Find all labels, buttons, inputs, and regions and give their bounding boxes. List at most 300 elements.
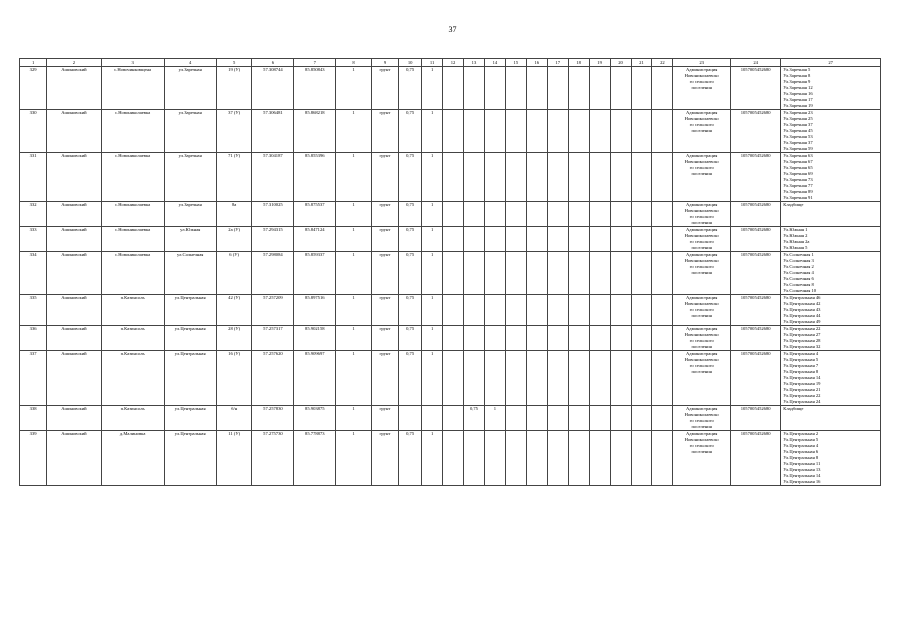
ogrn-cell: 1057005452680 — [730, 153, 780, 202]
empty-cell — [505, 227, 526, 252]
owner-cell-line: Администрация — [685, 227, 718, 232]
empty-cell — [631, 295, 652, 326]
owner-cell-line: поселения — [691, 171, 712, 176]
addresses-cell-line: Ул.Центральная 8 — [783, 369, 819, 374]
empty-cell — [589, 326, 610, 351]
empty-cell — [589, 252, 610, 295]
addresses-cell-line: Ул.Центральная 43 — [783, 307, 821, 312]
addresses-cell — [781, 351, 881, 406]
empty-cell — [547, 406, 568, 431]
owner-cell-line: Новониколаевско — [684, 258, 719, 263]
empty-cell — [568, 202, 589, 227]
street-cell: ул.Центральная — [164, 326, 216, 351]
longitude-cell: 85.868218 — [294, 110, 336, 153]
addresses-cell-line: Ул.Заречная 17 — [783, 97, 813, 102]
table-row — [20, 67, 881, 110]
district-cell: Ашиновский — [47, 110, 101, 153]
addresses-cell-line: Ул.Центральная 22 — [783, 393, 821, 398]
empty-cell — [568, 110, 589, 153]
longitude-cell: 85.909697 — [294, 351, 336, 406]
latitude-cell: 57.257620 — [252, 351, 294, 406]
owner-cell-line: Новониколаевско — [684, 116, 719, 121]
empty-cell — [443, 326, 464, 351]
row-number: 331 — [20, 153, 47, 202]
owner-cell-line: Новониколаевско — [684, 357, 719, 362]
area-cell: 0,75 — [399, 326, 422, 351]
addresses-cell-line: Ул.Заречная 16 — [783, 91, 813, 96]
ogrn-cell: 1057005452680 — [730, 406, 780, 431]
addresses-cell-line: Ул.Центральная 44 — [783, 313, 821, 318]
latitude-cell: 57.257830 — [252, 406, 294, 431]
empty-cell — [589, 295, 610, 326]
empty-cell — [610, 431, 631, 486]
table-row — [20, 110, 881, 153]
surface-cell: грунт — [371, 227, 398, 252]
area-cell: 0,75 — [399, 153, 422, 202]
table-row — [20, 252, 881, 295]
empty-cell — [526, 406, 547, 431]
empty-cell — [631, 202, 652, 227]
ogrn-cell: 1057005452680 — [730, 351, 780, 406]
owner-cell-line: го сельского — [689, 363, 714, 368]
count-cell: 1 — [336, 326, 372, 351]
table-row — [20, 351, 881, 406]
empty-cell — [610, 153, 631, 202]
empty-cell — [589, 227, 610, 252]
addresses-cell-line: Ул.Заречная 45 — [783, 128, 813, 133]
empty-cell — [505, 110, 526, 153]
count-cell: 1 — [336, 110, 372, 153]
table-row — [20, 295, 881, 326]
count-cell: 1 — [336, 67, 372, 110]
latitude-cell: 57.298084 — [252, 252, 294, 295]
empty-cell — [443, 227, 464, 252]
addresses-cell-line: Кладбище — [783, 202, 804, 207]
addresses-cell-line: Ул.Центральная 4 — [783, 351, 819, 356]
street-cell: ул.Заречная — [164, 110, 216, 153]
area-cell — [399, 406, 422, 431]
longitude-cell: 85.778873 — [294, 431, 336, 486]
empty-cell — [505, 67, 526, 110]
container-cell: 1 — [422, 67, 443, 110]
addresses-cell-line: Ул.Центральная 13 — [783, 467, 821, 472]
count-cell: 1 — [336, 295, 372, 326]
surface-cell: грунт — [371, 351, 398, 406]
surface-cell: грунт — [371, 326, 398, 351]
house-cell: 6 (У) — [216, 252, 252, 295]
owner-cell-line: го сельского — [689, 239, 714, 244]
empty-cell — [610, 227, 631, 252]
empty-cell — [610, 202, 631, 227]
addresses-cell-line: Ул.Центральная 6 — [783, 449, 819, 454]
column-header: 10 — [399, 59, 422, 67]
column-header: 21 — [631, 59, 652, 67]
empty-cell — [631, 227, 652, 252]
empty-cell — [631, 67, 652, 110]
empty-cell — [547, 351, 568, 406]
owner-cell — [673, 431, 731, 486]
surface-cell: грунт — [371, 295, 398, 326]
table-row — [20, 202, 881, 227]
empty-cell — [526, 202, 547, 227]
owner-cell-line: го сельского — [689, 443, 714, 448]
empty-cell — [610, 406, 631, 431]
addresses-cell-line: Ул.Центральная 46 — [783, 295, 821, 300]
empty-cell — [568, 326, 589, 351]
owner-cell-line: поселения — [691, 270, 712, 275]
addresses-cell-line: Ул.Центральная 7 — [783, 363, 819, 368]
column-header: 19 — [589, 59, 610, 67]
extra-area-cell — [464, 202, 485, 227]
street-cell: ул.Центральная — [164, 351, 216, 406]
owner-cell-line: Администрация — [685, 110, 718, 115]
owner-cell-line: Новониколаевско — [684, 233, 719, 238]
addresses-cell-line: Ул.Заречная 73 — [783, 177, 813, 182]
addresses-cell-line: Ул.Заречная 25 — [783, 116, 813, 121]
table-row — [20, 227, 881, 252]
column-header: 17 — [547, 59, 568, 67]
district-cell: Ашиновский — [47, 295, 101, 326]
street-cell: ул.Центральная — [164, 295, 216, 326]
empty-cell — [526, 110, 547, 153]
owner-cell-line: поселения — [691, 424, 712, 429]
latitude-cell: 57.310025 — [252, 202, 294, 227]
owner-cell — [673, 406, 731, 431]
addresses-cell-line: Ул.Заречная 23 — [783, 110, 813, 115]
empty-cell — [547, 110, 568, 153]
longitude-cell: 85.875537 — [294, 202, 336, 227]
addresses-cell — [781, 202, 881, 227]
addresses-cell-line: Ул.Заречная 8 — [783, 73, 811, 78]
empty-cell — [589, 351, 610, 406]
addresses-cell-line: Ул.Солнечная 6 — [783, 276, 814, 281]
addresses-cell — [781, 153, 881, 202]
column-header: 12 — [443, 59, 464, 67]
column-header: 15 — [505, 59, 526, 67]
owner-cell — [673, 67, 731, 110]
owner-cell-line: го сельского — [689, 338, 714, 343]
table-row — [20, 326, 881, 351]
owner-cell-line: го сельского — [689, 122, 714, 127]
street-cell: ул.Заречная — [164, 67, 216, 110]
addresses-cell-line: Ул.Южная 2 — [783, 233, 808, 238]
extra-area-cell — [464, 110, 485, 153]
empty-cell — [610, 252, 631, 295]
column-header: 20 — [610, 59, 631, 67]
addresses-cell-line: Ул.Заречная 19 — [783, 103, 813, 108]
addresses-cell — [781, 252, 881, 295]
empty-cell — [610, 351, 631, 406]
container-cell: 1 — [422, 351, 443, 406]
ogrn-cell: 1057005452680 — [730, 110, 780, 153]
house-cell: 28 (У) — [216, 326, 252, 351]
container-cell: 1 — [422, 431, 443, 486]
empty-cell — [652, 110, 673, 153]
empty-cell — [589, 406, 610, 431]
empty-cell — [610, 326, 631, 351]
empty-cell — [652, 431, 673, 486]
row-number: 338 — [20, 406, 47, 431]
empty-cell — [443, 110, 464, 153]
empty-cell — [526, 431, 547, 486]
ogrn-cell: 1057005452680 — [730, 295, 780, 326]
district-cell: Ашиновский — [47, 67, 101, 110]
street-cell: ул.Заречная — [164, 153, 216, 202]
empty-cell — [526, 295, 547, 326]
ogrn-cell: 1057005452680 — [730, 431, 780, 486]
settlement-cell: п.Казинсоль — [101, 326, 164, 351]
latitude-cell: 57.257209 — [252, 295, 294, 326]
empty-cell — [568, 431, 589, 486]
empty-cell — [652, 227, 673, 252]
column-header: 22 — [652, 59, 673, 67]
owner-cell-line: поселения — [691, 344, 712, 349]
addresses-cell-line: Ул.Центральная 8 — [783, 455, 819, 460]
extra-count-cell — [484, 351, 505, 406]
empty-cell — [631, 153, 652, 202]
district-cell: Ашиновский — [47, 326, 101, 351]
empty-cell — [443, 431, 464, 486]
owner-cell-line: Администрация — [685, 153, 718, 158]
latitude-cell: 57.257317 — [252, 326, 294, 351]
count-cell: 1 — [336, 351, 372, 406]
house-cell: 16 (У) — [216, 351, 252, 406]
settlement-cell: с.Новониколаевка — [101, 110, 164, 153]
empty-cell — [589, 431, 610, 486]
settlement-cell: п.Казинсоль — [101, 406, 164, 431]
count-cell: 1 — [336, 406, 372, 431]
empty-cell — [505, 431, 526, 486]
count-cell: 1 — [336, 202, 372, 227]
addresses-cell-line: Ул.Заречная 9 — [783, 79, 811, 84]
street-cell: ул.Солнечная — [164, 252, 216, 295]
empty-cell — [443, 295, 464, 326]
owner-cell-line: поселения — [691, 313, 712, 318]
owner-cell-line: го сельского — [689, 79, 714, 84]
empty-cell — [631, 406, 652, 431]
owner-cell-line: Администрация — [685, 252, 718, 257]
column-header: 5 — [216, 59, 252, 67]
table-row — [20, 406, 881, 431]
empty-cell — [443, 67, 464, 110]
latitude-cell: 57.275730 — [252, 431, 294, 486]
container-cell: 1 — [422, 227, 443, 252]
addresses-cell-line: Ул.Заречная 53 — [783, 134, 813, 139]
empty-cell — [589, 67, 610, 110]
container-cell: 1 — [422, 202, 443, 227]
extra-area-cell — [464, 153, 485, 202]
column-header: 9 — [371, 59, 398, 67]
addresses-cell-line: Ул.Заречная 77 — [783, 183, 813, 188]
owner-cell-line: поселения — [691, 245, 712, 250]
addresses-cell-line: Ул.Центральная 14 — [783, 375, 821, 380]
owner-cell-line: поселения — [691, 85, 712, 90]
settlement-cell: с.Новониколаевка — [101, 202, 164, 227]
empty-cell — [526, 326, 547, 351]
latitude-cell: 57.294315 — [252, 227, 294, 252]
addresses-cell — [781, 67, 881, 110]
table-body — [20, 67, 881, 486]
empty-cell — [652, 202, 673, 227]
empty-cell — [505, 153, 526, 202]
area-cell: 0,75 — [399, 110, 422, 153]
house-cell: 2а (У) — [216, 227, 252, 252]
addresses-cell — [781, 227, 881, 252]
empty-cell — [443, 202, 464, 227]
house-cell: 8а — [216, 202, 252, 227]
addresses-cell-line: Ул.Центральная 21 — [783, 387, 821, 392]
container-cell: 1 — [422, 295, 443, 326]
extra-count-cell — [484, 202, 505, 227]
empty-cell — [589, 153, 610, 202]
row-number: 334 — [20, 252, 47, 295]
addresses-cell-line: Ул.Центральная 32 — [783, 344, 821, 349]
column-header: 7 — [294, 59, 336, 67]
addresses-cell-line: Ул.Центральная 22 — [783, 326, 821, 331]
addresses-cell-line: Ул.Солнечная 3 — [783, 258, 814, 263]
registry-table — [19, 58, 881, 486]
empty-cell — [547, 431, 568, 486]
settlement-cell: с.Новочинковщена — [101, 67, 164, 110]
extra-area-cell — [464, 67, 485, 110]
latitude-cell: 57.306481 — [252, 110, 294, 153]
count-cell: 1 — [336, 252, 372, 295]
addresses-cell-line: Ул.Центральная 5 — [783, 357, 819, 362]
addresses-cell-line: Ул.Заречная 37 — [783, 140, 813, 145]
street-cell: ул.Центральная — [164, 406, 216, 431]
ogrn-cell: 1057005452680 — [730, 67, 780, 110]
empty-cell — [505, 351, 526, 406]
district-cell: Ашиновский — [47, 431, 101, 486]
house-cell: 11 (У) — [216, 431, 252, 486]
owner-cell — [673, 153, 731, 202]
empty-cell — [547, 67, 568, 110]
empty-cell — [526, 153, 547, 202]
column-header: 4 — [164, 59, 216, 67]
owner-cell — [673, 252, 731, 295]
area-cell: 0,75 — [399, 431, 422, 486]
addresses-cell-line: Ул.Заречная 12 — [783, 85, 813, 90]
extra-area-cell — [464, 326, 485, 351]
area-cell: 0,75 — [399, 227, 422, 252]
empty-cell — [568, 252, 589, 295]
empty-cell — [547, 153, 568, 202]
ogrn-cell: 1057005452680 — [730, 202, 780, 227]
longitude-cell: 85.903875 — [294, 406, 336, 431]
row-number: 332 — [20, 202, 47, 227]
empty-cell — [568, 351, 589, 406]
empty-cell — [526, 227, 547, 252]
owner-cell-line: Администрация — [685, 406, 718, 411]
owner-cell — [673, 202, 731, 227]
empty-cell — [652, 67, 673, 110]
district-cell: Ашиновский — [47, 227, 101, 252]
empty-cell — [652, 252, 673, 295]
column-header: 6 — [252, 59, 294, 67]
area-cell: 0,75 — [399, 295, 422, 326]
longitude-cell: 85.850843 — [294, 67, 336, 110]
extra-count-cell: 1 — [484, 406, 505, 431]
container-cell: 1 — [422, 110, 443, 153]
surface-cell: грунт — [371, 252, 398, 295]
surface-cell: грунт — [371, 202, 398, 227]
extra-count-cell — [484, 326, 505, 351]
addresses-cell-line: Ул.Центральная 42 — [783, 301, 821, 306]
column-header: 27 — [781, 59, 881, 67]
owner-cell — [673, 326, 731, 351]
empty-cell — [652, 153, 673, 202]
settlement-cell: с.Новониколаевка — [101, 227, 164, 252]
column-header: 16 — [526, 59, 547, 67]
surface-cell: грунт — [371, 67, 398, 110]
row-number: 330 — [20, 110, 47, 153]
addresses-cell-line: Ул.Центральная 14 — [783, 473, 821, 478]
owner-cell — [673, 351, 731, 406]
empty-cell — [526, 252, 547, 295]
empty-cell — [505, 295, 526, 326]
addresses-cell-line: Ул.Центральная 5 — [783, 437, 819, 442]
house-cell: 71 (У) — [216, 153, 252, 202]
owner-cell-line: Новониколаевско — [684, 412, 719, 417]
addresses-cell-line: Кладбище — [783, 406, 804, 411]
empty-cell — [505, 326, 526, 351]
area-cell: 0,75 — [399, 202, 422, 227]
extra-area-cell — [464, 351, 485, 406]
addresses-cell-line: Ул.Южная 1 — [783, 227, 808, 232]
column-header: 14 — [484, 59, 505, 67]
empty-cell — [568, 406, 589, 431]
street-cell: ул.Центральная — [164, 431, 216, 486]
column-header: 13 — [464, 59, 485, 67]
area-cell: 0,75 — [399, 351, 422, 406]
container-cell — [422, 406, 443, 431]
empty-cell — [631, 431, 652, 486]
owner-cell-line: Администрация — [685, 67, 718, 72]
empty-cell — [547, 202, 568, 227]
addresses-cell-line: Ул.Центральная 24 — [783, 399, 821, 404]
house-cell: 42 (У) — [216, 295, 252, 326]
owner-cell-line: поселения — [691, 220, 712, 225]
longitude-cell: 85.847124 — [294, 227, 336, 252]
empty-cell — [568, 153, 589, 202]
empty-cell — [589, 202, 610, 227]
owner-cell-line: Новониколаевско — [684, 159, 719, 164]
row-number: 333 — [20, 227, 47, 252]
empty-cell — [505, 406, 526, 431]
addresses-cell-line: Ул.Солнечная 8 — [783, 282, 814, 287]
empty-cell — [568, 227, 589, 252]
addresses-cell-line: Ул.Заречная 65 — [783, 165, 813, 170]
longitude-cell: 85.859337 — [294, 252, 336, 295]
surface-cell: грунт — [371, 153, 398, 202]
empty-cell — [526, 351, 547, 406]
owner-cell-line: Администрация — [685, 295, 718, 300]
empty-cell — [631, 110, 652, 153]
owner-cell-line: Новониколаевско — [684, 301, 719, 306]
surface-cell: грунт — [371, 406, 398, 431]
addresses-cell-line: Ул.Южная 2а — [783, 239, 810, 244]
addresses-cell-line: Ул.Центральная 11 — [783, 461, 821, 466]
addresses-cell-line: Ул.Солнечная 10 — [783, 288, 817, 293]
street-cell: ул.Южная — [164, 227, 216, 252]
owner-cell-line: Новониколаевско — [684, 437, 719, 442]
settlement-cell: п.Казинсоль — [101, 351, 164, 406]
owner-cell — [673, 227, 731, 252]
extra-count-cell — [484, 110, 505, 153]
count-cell: 1 — [336, 153, 372, 202]
column-header: 18 — [568, 59, 589, 67]
page-number: 37 — [448, 25, 457, 34]
